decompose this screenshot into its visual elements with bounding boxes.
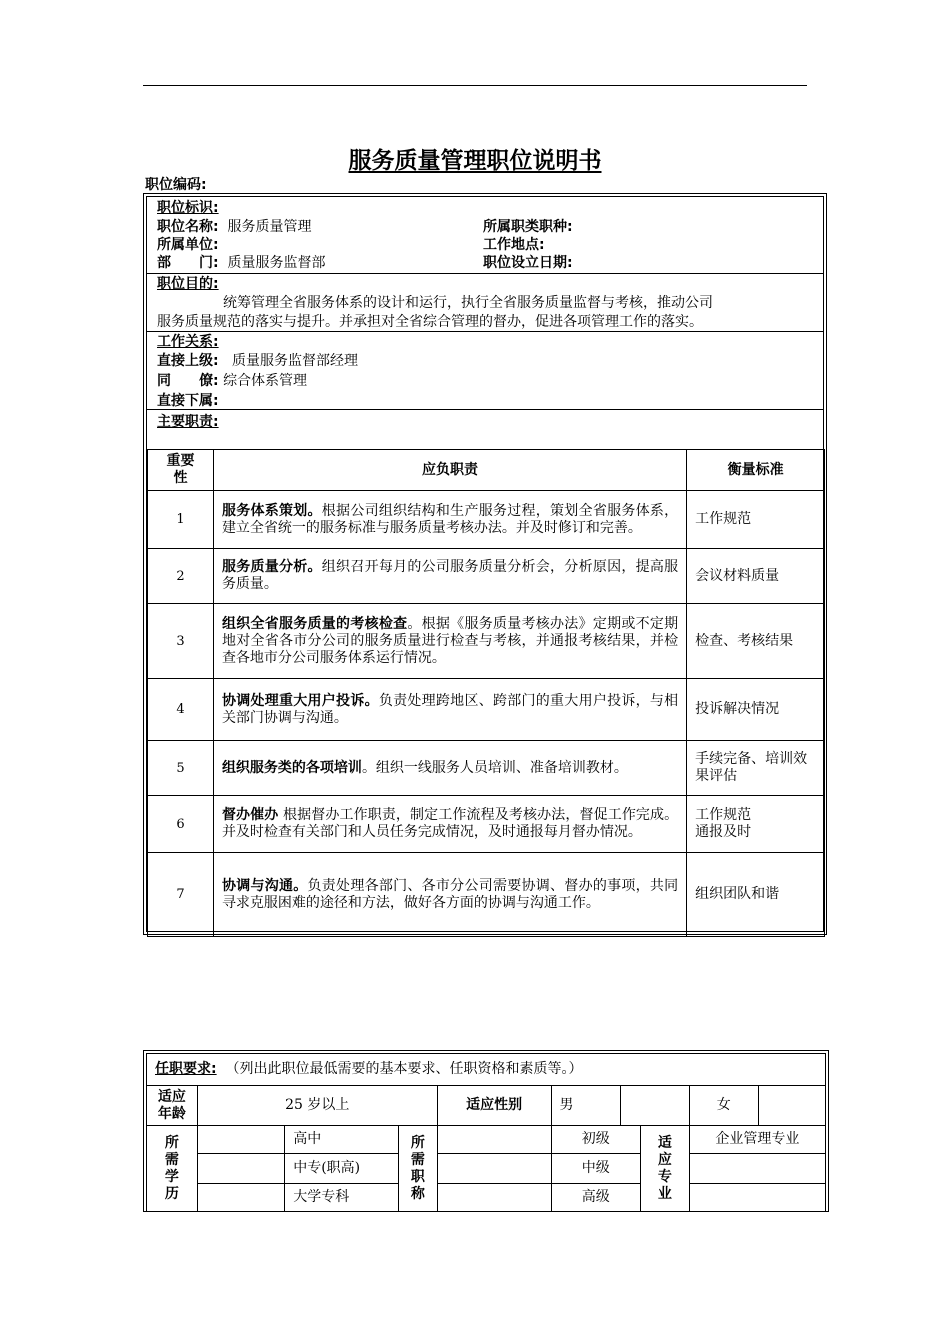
major-label: 适应专业 [640,1126,689,1212]
gender-label: 适应性别 [437,1086,551,1126]
table-row: 1 服务体系策划。根据公司组织结构和生产服务过程，策划全省服务体系，建立全省统一的服务标准与服务质量考核办法。并及时修订和完善。 工作规范 [148,491,825,549]
table-row: 3 组织全省服务质量的考核检查。根据《服务质量考核办法》定期或不定期地对全省各市分公司的服务质量进行检查与考核，并通报考核结果，并检查各地市分公司服务体系运行情况。 检查、考核结果 [148,604,825,679]
identification-heading: 职位标识: [157,200,219,216]
relations-heading: 工作关系: [157,334,219,350]
position-name-value: 服务质量管理 [227,219,312,235]
purpose-section [147,273,823,332]
gender-male: 男 [551,1086,620,1126]
major-value: 企业管理专业 [689,1126,825,1154]
purpose-line-1: 统筹管理全省服务体系的设计和运行，执行全省服务质量监督与考核，推动公司 [223,295,713,311]
superior-label: 直接上级: [157,353,219,369]
subordinate-label: 直接下属: [157,393,219,409]
title-label: 所需职称 [399,1126,438,1212]
table-row: 5 组织服务类的各项培训。组织一线服务人员培训、准备培训教材。 手续完备、培训效果评估 [148,741,825,796]
purpose-line-2: 服务质量规范的落实与提升。并承担对全省综合管理的督办，促进各项管理工作的落实。 [157,314,703,330]
requirements-frame [143,1050,829,1212]
col-standard: 衡量标准 [687,450,825,491]
category-label: 所属职类职种: [483,219,573,235]
age-label: 适应年龄 [147,1086,198,1126]
date-label: 职位设立日期: [483,255,573,271]
dept-label: 部 门: [157,255,219,271]
edu-label: 所需学历 [147,1126,198,1212]
table-row: 6 督办催办 根据督办工作职责，制定工作流程及考核办法，督促工作完成。并及时检查有关部门和人员任务完成情况，及时通报每月督办情况。 工作规范 通报及时 [148,796,825,853]
unit-label: 所属单位: [157,237,219,253]
requirements-heading-cell: 任职要求: （列出此职位最低需要的基本要求、任职资格和素质等。） [147,1054,826,1086]
position-code-label: 职位编码: [145,177,207,193]
job-description-frame [143,193,827,935]
purpose-heading: 职位目的: [157,276,219,292]
header-rule [143,85,807,86]
duties-section [147,409,823,450]
location-label: 工作地点: [483,237,545,253]
edu-level-3: 大学专科 [285,1184,399,1212]
gender-female: 女 [689,1086,758,1126]
duties-heading: 主要职责: [157,414,219,430]
table-row: 7 协调与沟通。负责处理各部门、各市分公司需要协调、督办的事项，共同寻求克服困难的途径和方法，做好各方面的协调与沟通工作。 组织团队和谐 [148,853,825,937]
identification-section [147,197,823,274]
table-row: 4 协调处理重大用户投诉。负责处理跨地区、跨部门的重大用户投诉，与相关部门协调与沟通。 投诉解决情况 [148,679,825,741]
edu-level-2: 中专(职高) [285,1154,399,1184]
peer-label: 同 僚: [157,373,219,389]
title-level-1: 初级 [551,1126,640,1154]
table-row: 2 服务质量分析。组织召开每月的公司服务质量分析会，分析原因，提高服务质量。 会议材料质量 [148,549,825,604]
superior-value: 质量服务监督部经理 [231,353,358,369]
peer-value: 综合体系管理 [223,373,308,389]
duties-table [147,449,825,937]
age-value: 25 岁以上 [197,1086,437,1126]
requirements-table [146,1053,826,1212]
title-level-2: 中级 [551,1154,640,1184]
col-duty: 应负职责 [213,450,686,491]
relations-section [147,331,823,411]
title-level-3: 高级 [551,1184,640,1212]
position-name-label: 职位名称: [157,219,219,235]
page-title: 服务质量管理职位说明书 [348,148,602,174]
dept-value: 质量服务监督部 [227,255,326,271]
col-importance: 重要性 [148,450,214,491]
edu-level-1: 高中 [285,1126,399,1154]
